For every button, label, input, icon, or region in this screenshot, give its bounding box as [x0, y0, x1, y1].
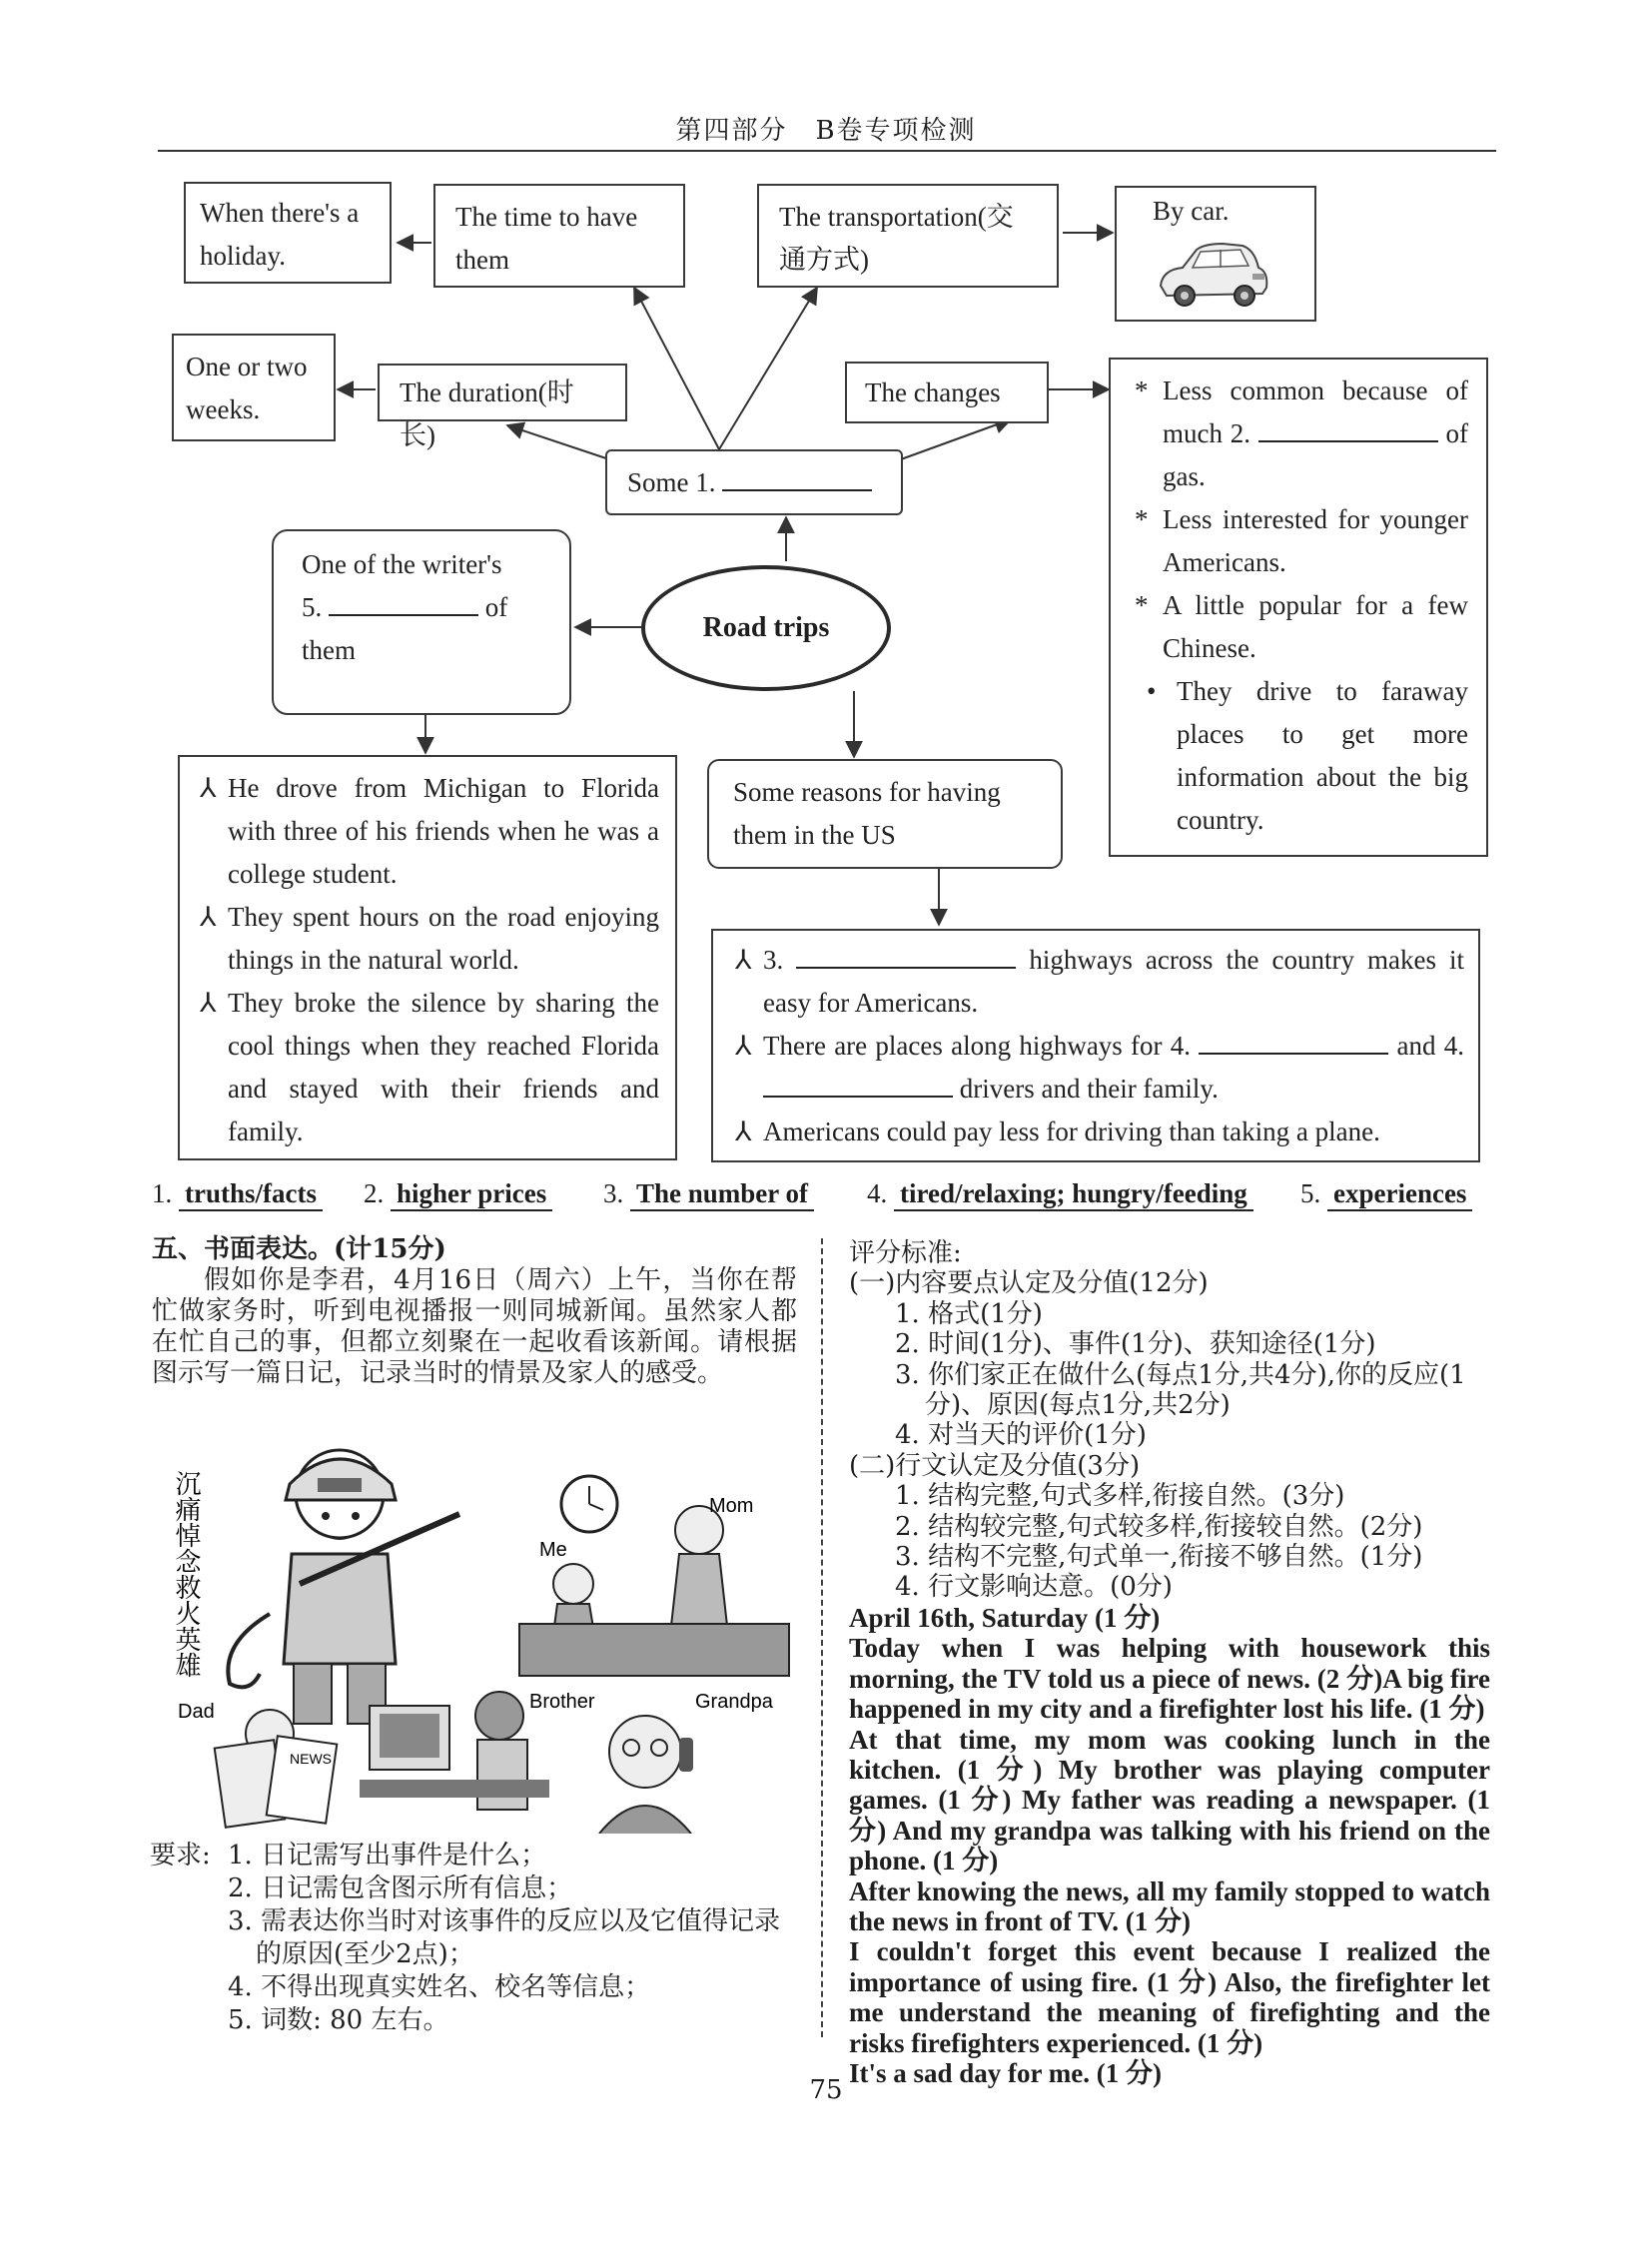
brother-figure [360, 1692, 549, 1810]
answer-text: The number of [630, 1178, 814, 1211]
bullet-marker-icon: ⅄ [735, 945, 752, 975]
answer-num: 3. [603, 1178, 624, 1208]
transportation-box [757, 184, 1059, 288]
writer-detail-text: They broke the silence by sharing the cool things when they reached Florida and stayed with their friends and family. [228, 988, 659, 1146]
answer-4 [867, 1178, 1253, 1211]
by-car-text: By car. [1153, 196, 1230, 226]
scoring-item: 1. 结构完整,句式多样,衔接自然。(3分) [895, 1481, 1345, 1512]
changes-item-text: A little popular for a few Chinese. [1163, 590, 1468, 663]
answer-text: experiences [1327, 1178, 1472, 1211]
sample-paragraph: I couldn't forget this event because I realized the importance of using fire. (1 分) Also, the firefighter let me understand the meaning of firefighting and the risks firefighters experienced. (1 分) [849, 1936, 1490, 2058]
changes-text: The changes [865, 377, 1001, 407]
changes-item [1133, 670, 1468, 842]
scoring-sec2-list [849, 1481, 1490, 1603]
changes-item-text: Less interested for younger Americans. [1163, 504, 1468, 577]
reasons-item [733, 1111, 1464, 1153]
sample-paragraph: It's a sad day for me. (1 分) [849, 2057, 1162, 2088]
scoring-sec2: (二)行文认定及分值(3分) [849, 1450, 1141, 1481]
writer-detail-text: They spent hours on the road enjoying things in the natural world. [228, 902, 659, 975]
reasons-r4-prefix: There are places along highways for 4. [763, 1031, 1192, 1061]
changes-item-text: Less common because of much 2. [1163, 375, 1468, 448]
label-me: Me [539, 1539, 567, 1561]
label-grandpa: Grandpa [695, 1691, 773, 1713]
reasons-r4b-suffix: drivers and their family. [959, 1074, 1219, 1104]
bullet-star-icon: * [1135, 504, 1149, 534]
answer-5 [1300, 1178, 1472, 1211]
changes-item [1133, 584, 1468, 670]
reasons-r4-and: and [1396, 1031, 1436, 1061]
sample-paragraph: Today when I was helping with housework this morning, the TV told us a piece of news. (2 分)A big fire happened in my city and a firefighter lost his life. (1 分) [849, 1633, 1490, 1725]
label-mom: Mom [709, 1495, 754, 1517]
some1-prefix: Some 1. [627, 467, 716, 497]
requirement-item: 4. 不得出现真实姓名、校名等信息； [228, 1972, 651, 2002]
reasons-box [707, 759, 1063, 869]
duration-text: The duration(时长) [400, 377, 574, 450]
writer-detail-text: He drove from Michigan to Florida with three of his friends when he was a college student. [228, 773, 659, 889]
blank-2 [1258, 412, 1438, 442]
changes-list-box [1109, 358, 1488, 857]
bullet-marker-icon: ⅄ [200, 988, 217, 1018]
scoring-sec1-list [849, 1299, 1490, 1451]
writing-title: 五、书面表达。(计15分) [152, 1234, 446, 1264]
page-header: 第四部分 B卷专项检测 [675, 116, 977, 146]
scoring-item: 4. 行文影响达意。(0分) [895, 1572, 1173, 1603]
answer-text: higher prices [391, 1178, 552, 1211]
blank-4b [763, 1068, 953, 1098]
answer-2 [364, 1178, 552, 1211]
grandpa-figure [599, 1716, 693, 1834]
reasons-r3-prefix: 3. [763, 945, 784, 975]
page-number: 75 [809, 2075, 843, 2105]
transportation-text: The transportation(交通方式) [779, 202, 1014, 275]
writer-detail-item [198, 896, 659, 982]
reasons-r3-suffix: highways across the country makes it easy for Americans. [763, 945, 1465, 1018]
blank-3 [796, 939, 1016, 969]
blank-4a [1199, 1025, 1388, 1055]
scoring-section [849, 1238, 1490, 2088]
firefighter-figure [228, 1450, 459, 1724]
label-brother: Brother [529, 1691, 595, 1713]
one-or-two-box [172, 334, 336, 441]
changes-item [1133, 370, 1468, 498]
bullet-star-icon: * [1135, 375, 1149, 405]
bullet-marker-icon: ⅄ [735, 1031, 752, 1061]
one-or-two-text: One or two weeks. [186, 352, 308, 424]
writer-details-box [178, 755, 677, 1160]
duration-box [378, 364, 627, 450]
diary-illustration [160, 1444, 799, 1834]
blank-5 [329, 586, 478, 616]
car-icon [1153, 234, 1272, 318]
center-label: Road trips [702, 612, 830, 643]
bullet-marker-icon: ⅄ [735, 1117, 752, 1146]
changes-item-text: They drive to faraway places to get more information about the big country. [1177, 676, 1468, 835]
scoring-item: 1. 格式(1分) [895, 1298, 1043, 1329]
scoring-item: 4. 对当天的评价(1分) [895, 1420, 1147, 1451]
answer-text: tired/relaxing; hungry/feeding [894, 1178, 1253, 1211]
news-label: NEWS [290, 1751, 332, 1767]
writing-section [152, 1234, 797, 1389]
requirements [150, 1840, 799, 2037]
by-car-box [1115, 186, 1316, 322]
sample-paragraph: After knowing the news, all my family stopped to watch the news in front of TV. (1 分) [849, 1875, 1490, 1936]
writer-exp-line3: them [302, 635, 356, 665]
changes-item-after: of gas. [1163, 418, 1468, 491]
bullet-marker-icon: ⅄ [200, 773, 217, 803]
answer-num: 4. [867, 1178, 888, 1208]
blank-1 [722, 461, 872, 491]
scoring-item: 2. 结构较完整,句式较多样,衔接较自然。(2分) [895, 1511, 1423, 1542]
column-divider [821, 1238, 823, 2037]
scoring-sec1: (一)内容要点认定及分值(12分) [849, 1268, 1209, 1299]
reasons-r5: Americans could pay less for driving than taking a plane. [763, 1117, 1380, 1146]
changes-item [1133, 498, 1468, 584]
answer-text: truths/facts [179, 1178, 323, 1211]
holiday-text: When there's a holiday. [200, 198, 360, 271]
writer-experience-box [272, 529, 571, 715]
some1-box [605, 449, 903, 515]
requirement-item: 1. 日记需写出事件是什么； [228, 1841, 547, 1870]
bullet-star-icon: * [1135, 590, 1149, 620]
answer-num: 2. [364, 1178, 385, 1208]
writer-exp-line2 [302, 586, 541, 629]
dad-figure [215, 1710, 338, 1828]
writer-detail-item [198, 982, 659, 1153]
scoring-item: 3. 你们家正在做什么(每点1分,共4分),你的反应(1分)、原因(每点1分,共2分) [895, 1359, 1466, 1421]
holiday-box [184, 182, 392, 284]
scoring-item: 3. 结构不完整,句式单一,衔接不够自然。(1分) [895, 1542, 1423, 1573]
requirements-list [150, 1840, 799, 2037]
time-to-have-box [433, 184, 685, 288]
writer-exp-line1: One of the writer's [302, 549, 502, 579]
bullet-dot-icon: • [1147, 676, 1157, 706]
label-dad: Dad [178, 1701, 215, 1723]
answer-num: 5. [1300, 1178, 1321, 1208]
reasons-item [733, 1025, 1464, 1111]
time-to-have-text: The time to have them [455, 202, 638, 275]
memorial-caption: 沉痛悼念救火英雄 [171, 1470, 201, 1678]
reasons-list-box [711, 929, 1480, 1162]
center-oval [641, 565, 891, 691]
writer-exp-prefix: 5. [302, 592, 323, 622]
reasons-text: Some reasons for having them in the US [733, 777, 1001, 850]
requirements-label: 要求: [150, 1841, 211, 1870]
requirement-item: 3. 需表达你当时对该事件的反应以及它值得记录的原因(至少2点)； [228, 1906, 781, 1969]
bullet-marker-icon: ⅄ [200, 902, 217, 932]
answer-3 [603, 1178, 814, 1211]
sample-paragraph: At that time, my mom was cooking lunch in the kitchen. (1 分) My brother was playing computer games. (1 分) My father was reading a newspaper. (1 分) And my grandpa was talking with his friend on the phone. (1 分) [849, 1724, 1490, 1876]
scoring-title: 评分标准: [849, 1238, 962, 1268]
writer-exp-suffix: of [484, 592, 508, 622]
scoring-item: 2. 时间(1分)、事件(1分)、获知途径(1分) [895, 1329, 1376, 1360]
sample-paragraph: April 16th, Saturday (1 分) [849, 1602, 1161, 1633]
writer-detail-item [198, 767, 659, 896]
answer-num: 1. [152, 1178, 173, 1208]
answer-1 [152, 1178, 323, 1211]
sample-essay [849, 1603, 1490, 2089]
writing-prompt: 假如你是李君，4月16日（周六）上午，当你在帮忙做家务时，听到电视播报一则同城新闻。虽然家人都在忙自己的事，但都立刻聚在一起收看该新闻。请根据图示写一篇日记，记录当时的情景及家人的感受。 [152, 1265, 797, 1388]
requirement-item: 5. 词数: 80 左右。 [228, 2005, 449, 2035]
changes-box [845, 362, 1049, 423]
reasons-r4b-prefix: 4. [1443, 1031, 1465, 1061]
requirement-item: 2. 日记需包含图示所有信息； [228, 1873, 573, 1903]
reasons-item [733, 939, 1464, 1025]
